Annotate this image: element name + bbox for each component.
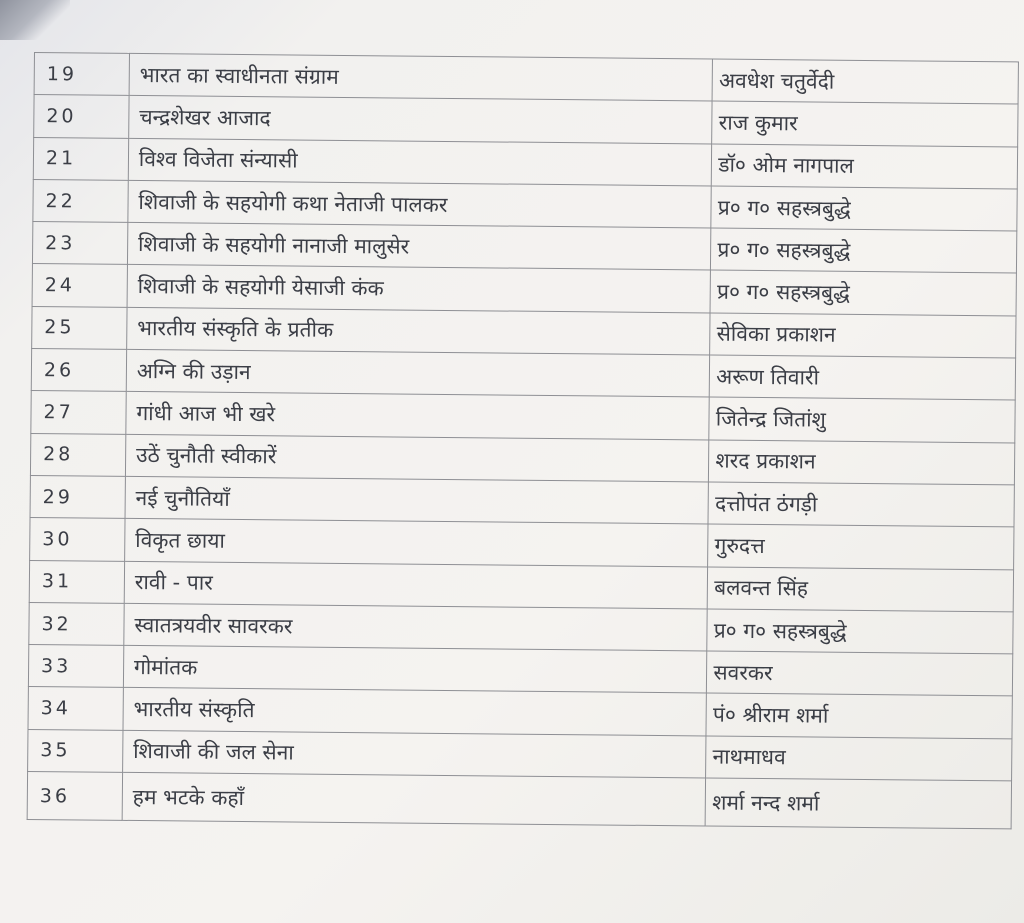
book-title: नई चुनौतियाँ <box>125 476 709 524</box>
corner-shadow <box>0 0 70 40</box>
row-number: 30 <box>30 518 125 561</box>
book-title: शिवाजी की जल सेना <box>122 730 706 778</box>
row-number: 19 <box>34 53 129 96</box>
book-title: विश्व विजेता संन्यासी <box>128 138 712 186</box>
table-row <box>27 772 1011 829</box>
book-title: शिवाजी के सहयोगी कथा नेताजी पालकर <box>128 180 712 228</box>
book-author: सेविका प्रकाशन <box>710 313 1016 358</box>
book-title: गोमांतक <box>123 646 707 694</box>
row-number: 31 <box>29 560 124 603</box>
book-title: भारत का स्वाधीनता संग्राम <box>129 53 713 101</box>
book-author: सवरकर <box>707 651 1013 696</box>
row-number: 36 <box>27 772 122 821</box>
row-number: 22 <box>33 179 128 222</box>
book-title: हम भटके कहाँ <box>122 772 706 826</box>
row-number: 34 <box>28 687 123 730</box>
book-title: अग्नि की उड़ान <box>126 349 710 397</box>
book-title: गांधी आज भी खरे <box>126 392 710 440</box>
book-title: उठें चुनौती स्वीकारें <box>125 434 709 482</box>
row-number: 33 <box>28 645 123 688</box>
book-list-body <box>27 53 1018 829</box>
row-number: 25 <box>32 306 127 349</box>
row-number: 26 <box>31 349 126 392</box>
book-title: शिवाजी के सहयोगी येसाजी कंक <box>127 265 711 313</box>
row-number: 29 <box>30 475 125 518</box>
book-title: रावी - पार <box>124 561 708 609</box>
book-title: शिवाजी के सहयोगी नानाजी मालुसेर <box>127 223 711 271</box>
book-title: स्वातत्रयवीर सावरकर <box>124 603 708 651</box>
book-title: चन्द्रशेखर आजाद <box>129 96 713 144</box>
row-number: 23 <box>32 222 127 265</box>
book-author: प्र० ग० सहस्त्रबुद्धे <box>707 609 1013 654</box>
book-author: शर्मा नन्द शर्मा <box>705 778 1011 829</box>
book-author: दत्तोपंत ठंगड़ी <box>708 482 1014 527</box>
book-author: प्र० ग० सहस्त्रबुद्धे <box>711 186 1017 231</box>
book-author: प्र० ग० सहस्त्रबुद्धे <box>711 228 1017 273</box>
book-author: बलवन्त सिंह <box>708 567 1014 612</box>
book-author: डॉ० ओम नागपाल <box>712 144 1018 189</box>
book-author: जितेन्द्र जितांशु <box>709 397 1015 442</box>
book-author: अरूण तिवारी <box>710 355 1016 400</box>
row-number: 28 <box>30 433 125 476</box>
book-author: राज कुमार <box>712 101 1018 146</box>
book-list-table <box>27 52 1019 829</box>
row-number: 20 <box>34 95 129 138</box>
book-author: गुरुदत्त <box>708 524 1014 569</box>
row-number: 21 <box>33 137 128 180</box>
row-number: 27 <box>31 391 126 434</box>
book-author: प्र० ग० सहस्त्रबुद्धे <box>710 270 1016 315</box>
book-author: अवधेश चतुर्वेदी <box>712 59 1018 104</box>
book-title: भारतीय संस्कृति <box>123 688 707 736</box>
row-number: 32 <box>29 602 124 645</box>
book-title: भारतीय संस्कृति के प्रतीक <box>127 307 711 355</box>
book-author: शरद प्रकाशन <box>709 440 1015 485</box>
row-number: 24 <box>32 264 127 307</box>
book-author: नाथमाधव <box>706 736 1012 781</box>
row-number: 35 <box>28 729 123 772</box>
book-author: पं० श्रीराम शर्मा <box>706 693 1012 738</box>
book-title: विकृत छाया <box>125 519 709 567</box>
